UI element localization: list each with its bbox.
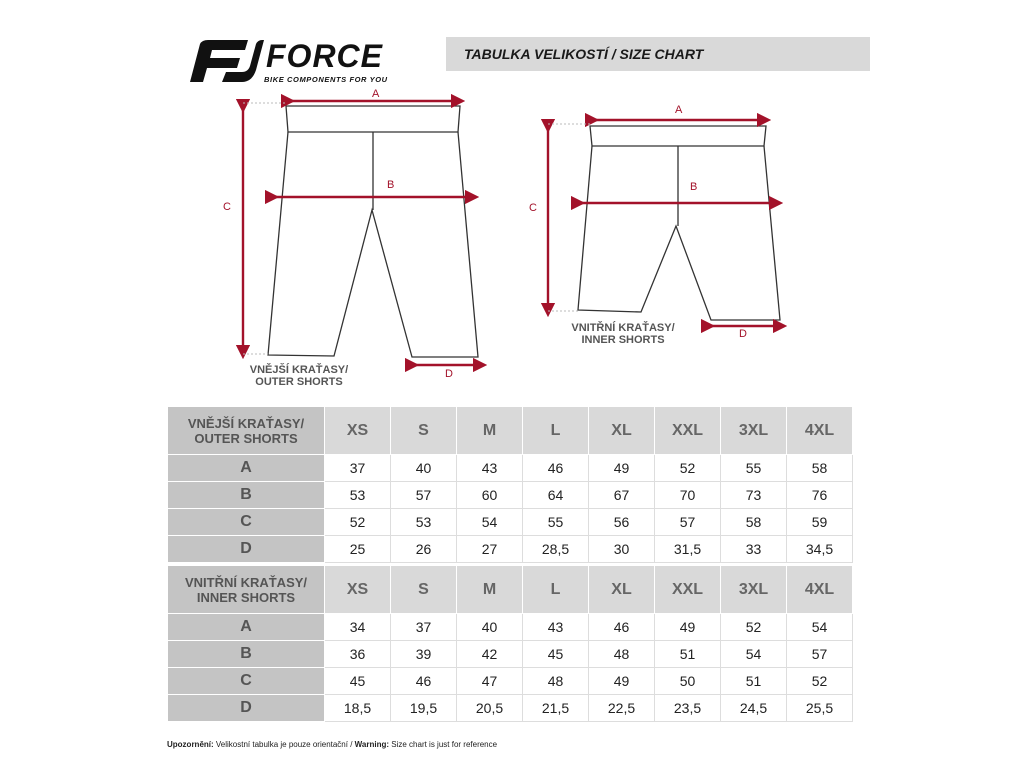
table-cell: 53 <box>391 509 457 536</box>
inner-dim-d: D <box>739 328 747 340</box>
table-cell: 52 <box>787 668 853 695</box>
inner-shorts-size-table <box>167 565 853 722</box>
table-cell: 52 <box>655 455 721 482</box>
size-header: XL <box>589 566 655 614</box>
table-cell: 45 <box>523 641 589 668</box>
table-row <box>168 695 853 722</box>
table-cell: 31,5 <box>655 536 721 563</box>
footnote-label-cz: Upozornění: <box>167 740 214 749</box>
table-cell: 49 <box>655 614 721 641</box>
table-cell: 43 <box>457 455 523 482</box>
brand-tagline: BIKE COMPONENTS FOR YOU <box>264 75 388 84</box>
table-cell: 58 <box>721 509 787 536</box>
table-header-row <box>168 407 853 455</box>
table-cell: 54 <box>787 614 853 641</box>
table-cell: 19,5 <box>391 695 457 722</box>
table-cell: 67 <box>589 482 655 509</box>
table-cell: 20,5 <box>457 695 523 722</box>
size-header: 4XL <box>787 566 853 614</box>
table-cell: 21,5 <box>523 695 589 722</box>
table-title-cz: VNĚJŠÍ KRAŤASY/ <box>187 415 305 431</box>
size-header: XXL <box>655 566 721 614</box>
footnote-text-cz: Velikostní tabulka je pouze orientační / <box>213 740 355 749</box>
table-title-en: OUTER SHORTS <box>194 430 298 446</box>
page-title: TABULKA VELIKOSTÍ / SIZE CHART <box>464 46 704 62</box>
table-cell: 52 <box>325 509 391 536</box>
size-header: XXL <box>655 407 721 455</box>
size-header: M <box>457 407 523 455</box>
table-cell: 28,5 <box>523 536 589 563</box>
table-row <box>168 668 853 695</box>
table-cell: 49 <box>589 455 655 482</box>
table-cell: 57 <box>391 482 457 509</box>
size-header: XS <box>325 566 391 614</box>
table-row <box>168 536 853 563</box>
size-header: 3XL <box>721 566 787 614</box>
table-cell: 33 <box>721 536 787 563</box>
table-cell: 73 <box>721 482 787 509</box>
table-row <box>168 641 853 668</box>
outer-shorts-label <box>232 364 366 388</box>
table-row <box>168 614 853 641</box>
table-cell: 23,5 <box>655 695 721 722</box>
table-cell: 51 <box>655 641 721 668</box>
size-header: M <box>457 566 523 614</box>
table-cell: 60 <box>457 482 523 509</box>
inner-shorts-label-cz: VNITŘNÍ KRAŤASY/ <box>571 322 675 334</box>
table-cell: 46 <box>391 668 457 695</box>
table-cell: 47 <box>457 668 523 695</box>
table-cell: 37 <box>325 455 391 482</box>
footnote-label-en: Warning: <box>354 740 390 749</box>
outer-dim-b: B <box>387 179 395 191</box>
inner-dim-a: A <box>675 104 683 116</box>
table-cell: 57 <box>787 641 853 668</box>
inner-shorts-label-en: INNER SHORTS <box>581 334 665 346</box>
table-cell: 46 <box>589 614 655 641</box>
table-cell: 18,5 <box>325 695 391 722</box>
outer-dim-d: D <box>445 368 453 380</box>
table-cell: 45 <box>325 668 391 695</box>
outer-shorts-label-en: OUTER SHORTS <box>255 376 343 388</box>
outer-shorts-size-table <box>167 406 853 563</box>
table-cell: 59 <box>787 509 853 536</box>
table-cell: 54 <box>721 641 787 668</box>
table-cell: 54 <box>457 509 523 536</box>
inner-dimension-lines <box>548 120 780 326</box>
outer-dim-a: A <box>372 88 380 100</box>
table-cell: 48 <box>589 641 655 668</box>
table-row <box>168 482 853 509</box>
table-cell: 53 <box>325 482 391 509</box>
table-cell: 52 <box>721 614 787 641</box>
outer-shorts-label-cz: VNĚJŠÍ KRAŤASY/ <box>249 364 349 376</box>
table-cell: 34 <box>325 614 391 641</box>
table-cell: 50 <box>655 668 721 695</box>
outer-dim-c: C <box>223 201 231 213</box>
size-header: S <box>391 566 457 614</box>
table-cell: 30 <box>589 536 655 563</box>
table-title-cz: VNITŘNÍ KRAŤASY/ <box>184 574 308 590</box>
table-title <box>168 566 325 614</box>
table-cell: 22,5 <box>589 695 655 722</box>
inner-dim-b: B <box>690 181 698 193</box>
table-cell: 39 <box>391 641 457 668</box>
size-header: L <box>523 566 589 614</box>
table-title <box>168 407 325 455</box>
table-cell: 26 <box>391 536 457 563</box>
table-cell: 70 <box>655 482 721 509</box>
table-cell: 55 <box>523 509 589 536</box>
table-cell: 43 <box>523 614 589 641</box>
table-row <box>168 509 853 536</box>
row-label: D <box>168 536 325 563</box>
brand-wordmark: FORCE <box>266 38 383 74</box>
footnote-text-en: Size chart is just for reference <box>389 740 498 749</box>
table-cell: 42 <box>457 641 523 668</box>
table-cell: 25 <box>325 536 391 563</box>
table-cell: 34,5 <box>787 536 853 563</box>
size-header: S <box>391 407 457 455</box>
table-row <box>168 455 853 482</box>
table-cell: 58 <box>787 455 853 482</box>
size-header: L <box>523 407 589 455</box>
table-cell: 57 <box>655 509 721 536</box>
table-cell: 27 <box>457 536 523 563</box>
table-cell: 40 <box>391 455 457 482</box>
row-label: C <box>168 668 325 695</box>
row-label: D <box>168 695 325 722</box>
row-label: B <box>168 482 325 509</box>
size-header: 3XL <box>721 407 787 455</box>
table-title-en: INNER SHORTS <box>196 589 296 605</box>
table-cell: 49 <box>589 668 655 695</box>
table-cell: 55 <box>721 455 787 482</box>
table-cell: 48 <box>523 668 589 695</box>
size-header: XL <box>589 407 655 455</box>
table-cell: 37 <box>391 614 457 641</box>
inner-shorts-drawing <box>578 126 780 320</box>
row-label: C <box>168 509 325 536</box>
table-cell: 36 <box>325 641 391 668</box>
table-cell: 24,5 <box>721 695 787 722</box>
table-cell: 25,5 <box>787 695 853 722</box>
size-header: 4XL <box>787 407 853 455</box>
row-label: A <box>168 614 325 641</box>
table-cell: 40 <box>457 614 523 641</box>
table-cell: 76 <box>787 482 853 509</box>
row-label: B <box>168 641 325 668</box>
inner-dim-c: C <box>529 202 537 214</box>
footnote <box>167 740 497 749</box>
table-cell: 64 <box>523 482 589 509</box>
table-cell: 51 <box>721 668 787 695</box>
table-cell: 46 <box>523 455 589 482</box>
size-header: XS <box>325 407 391 455</box>
table-header-row <box>168 566 853 614</box>
outer-shorts-drawing <box>268 106 478 357</box>
inner-shorts-label <box>556 322 690 346</box>
table-cell: 56 <box>589 509 655 536</box>
row-label: A <box>168 455 325 482</box>
